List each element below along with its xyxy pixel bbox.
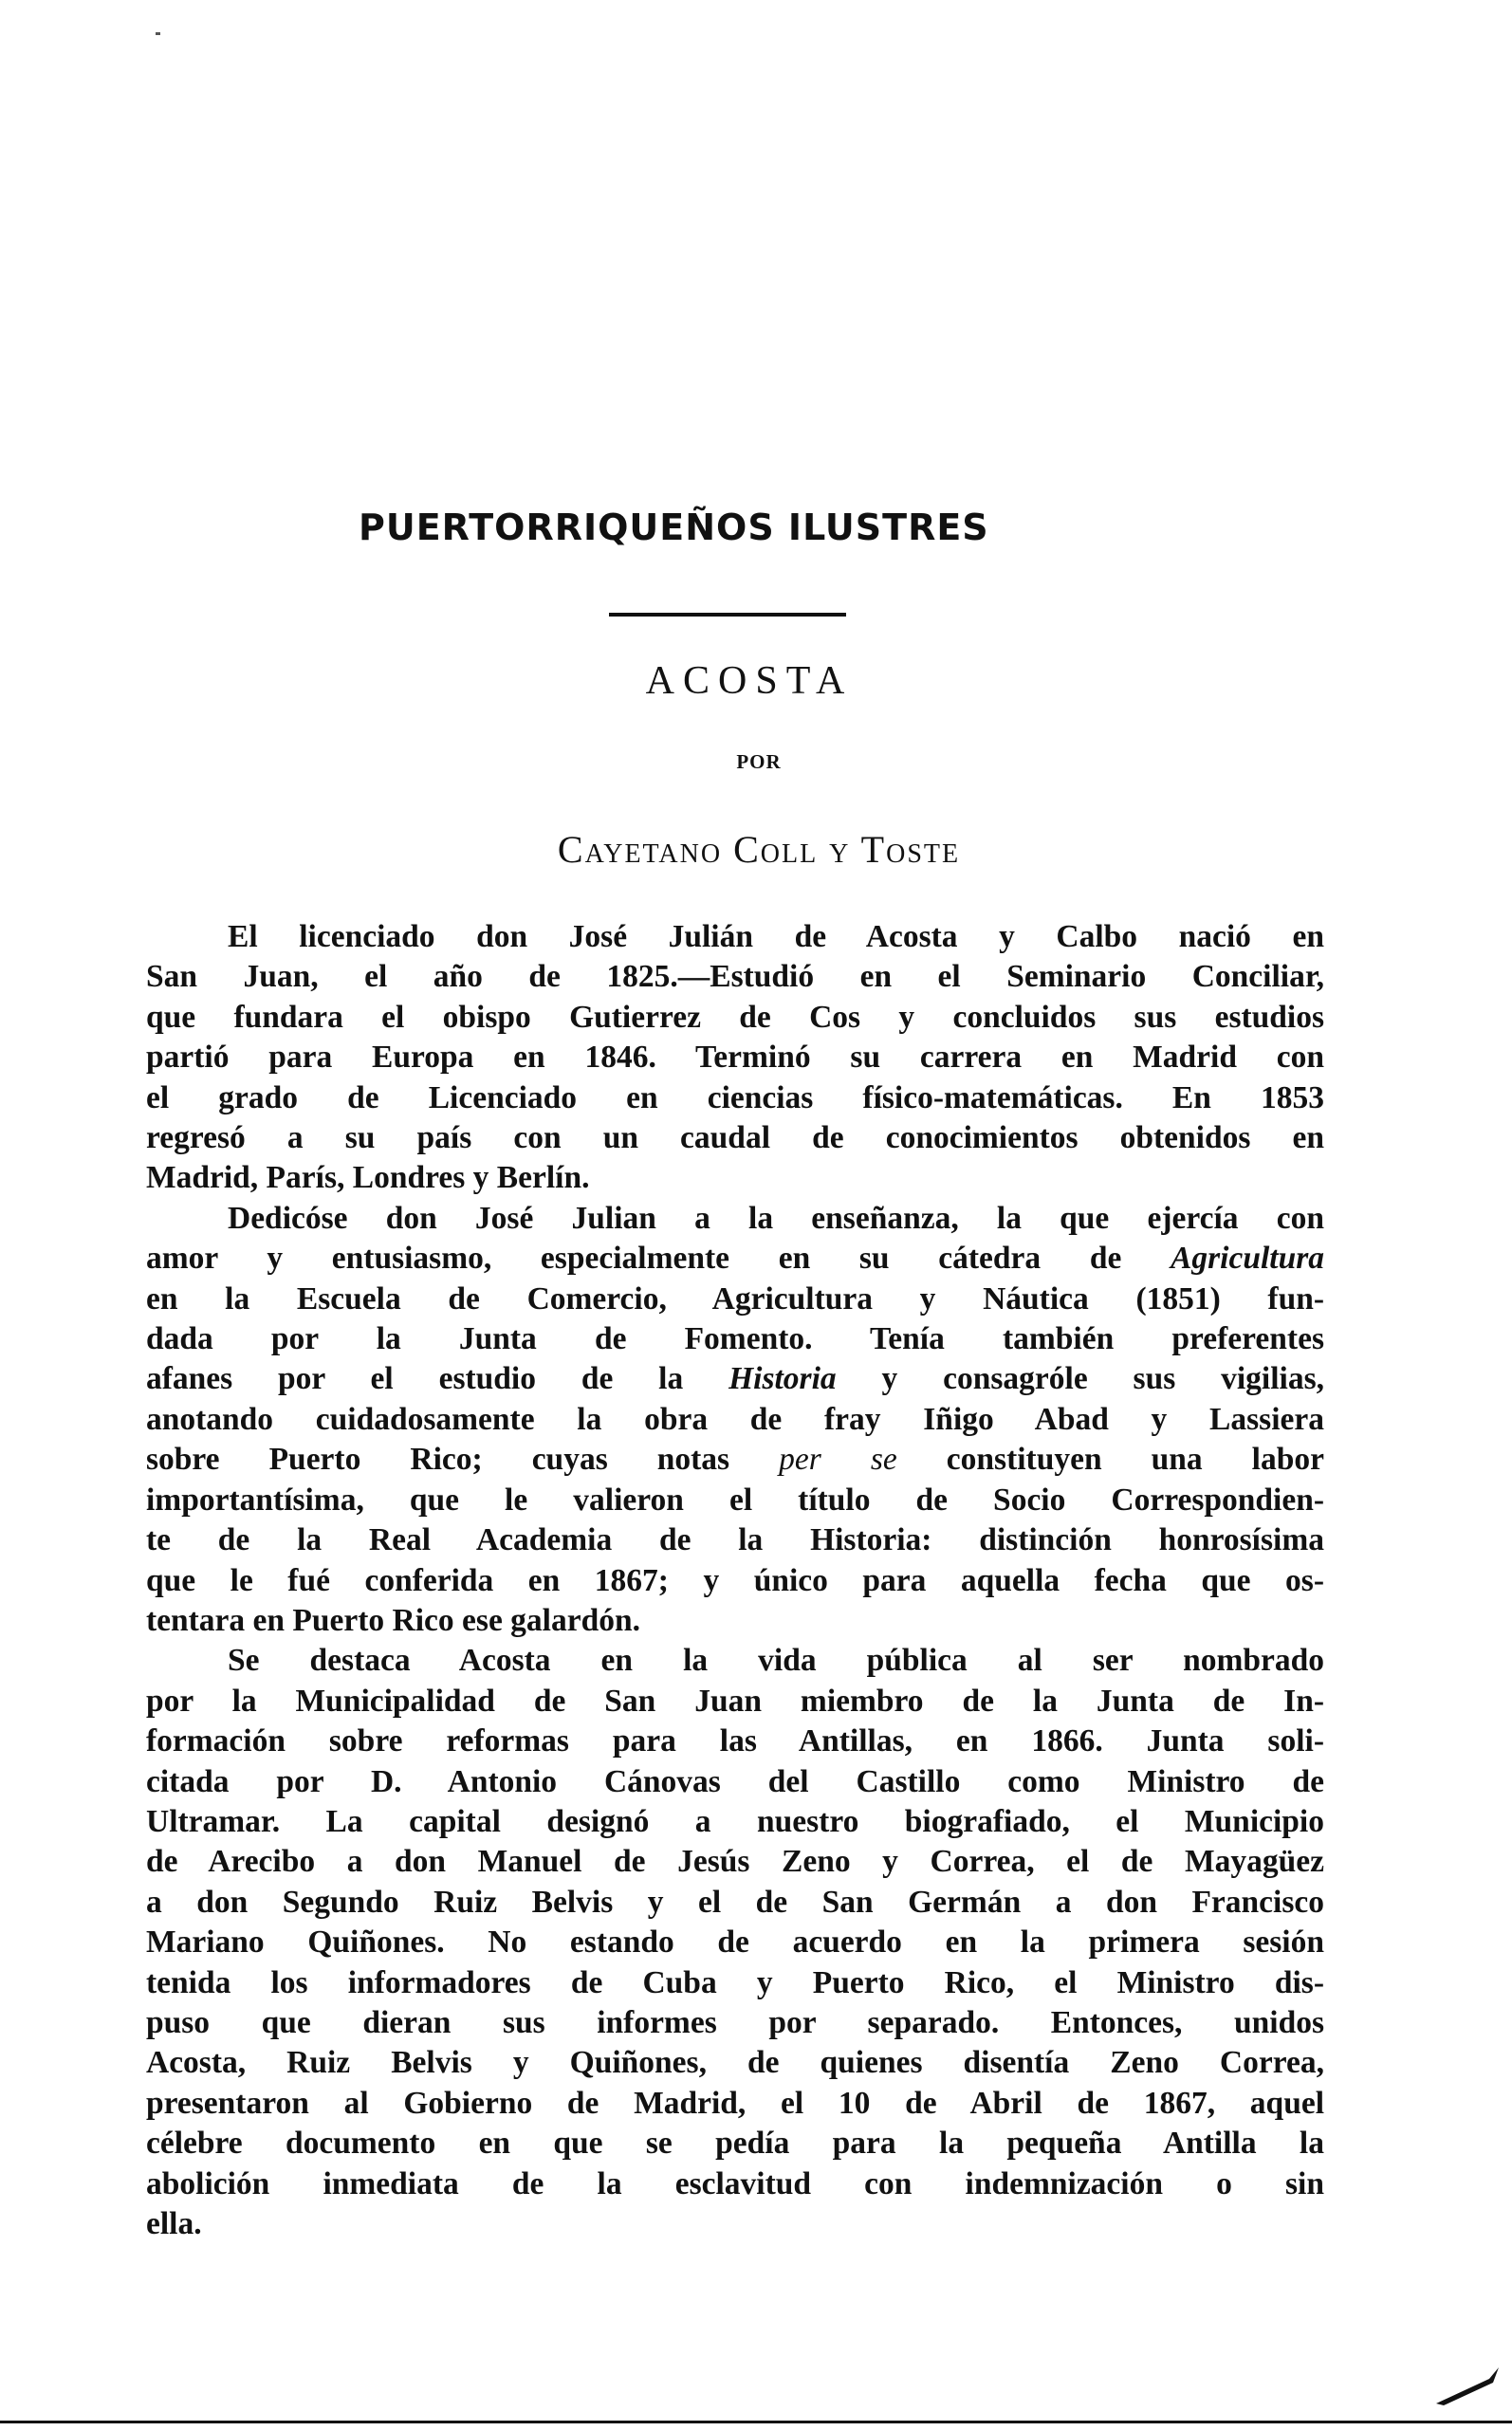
text-fragment: constituyen una labor	[896, 1442, 1324, 1478]
text-fragment: sobre Puerto Rico; cuyas notas	[146, 1442, 780, 1478]
text-line: formación sobre reformas para las Antillas, en 1866. Junta soli-	[146, 1723, 1324, 1759]
title-rule	[609, 613, 846, 617]
text-line: el grado de Licenciado en ciencias físico-matemáticas. En 1853	[146, 1079, 1324, 1115]
scan-speck	[156, 32, 160, 35]
text-line: citada por D. Antonio Cánovas del Castillo como Ministro de	[146, 1763, 1324, 1799]
emphasis-historia: Historia	[728, 1361, 837, 1397]
text-fragment: y consagróle sus vigilias,	[836, 1361, 1324, 1397]
text-line: Dedicóse don José Julian a la enseñanza, la que ejercía con	[228, 1200, 1324, 1236]
text-fragment: afanes por el estudio de la	[146, 1361, 729, 1397]
text-line: por la Municipalidad de San Juan miembro de la Junta de In-	[146, 1683, 1324, 1719]
paragraph-2	[146, 1199, 1324, 1641]
text-fragment: amor y entusiasmo, especialmente en su cátedra de	[146, 1241, 1171, 1277]
text-line: que fundara el obispo Gutierrez de Cos y concluidos sus estudios	[146, 999, 1324, 1035]
text-line: te de la Real Academia de la Historia: distinción honrosísima	[146, 1522, 1324, 1558]
text-line: a don Segundo Ruiz Belvis y el de San Germán a don Francisco	[146, 1884, 1324, 1920]
emphasis-agricultura: Agricultura	[1171, 1241, 1324, 1277]
text-line	[146, 1359, 1324, 1399]
byline-prefix: POR	[736, 750, 782, 773]
text-line: dada por la Junta de Fomento. Tenía también preferentes	[146, 1321, 1324, 1357]
text-line: abolición inmediata de la esclavitud con indemnización o sin	[146, 2165, 1324, 2201]
text-line: partió para Europa en 1846. Terminó su carrera en Madrid con	[146, 1040, 1324, 1076]
latin-per-se: per se	[779, 1442, 897, 1478]
article-body	[146, 917, 1324, 2283]
scan-pen-stroke	[1434, 2360, 1501, 2407]
text-line: ella.	[146, 2206, 202, 2241]
text-line: Mariano Quiñones. No estando de acuerdo en la primera sesión	[146, 1925, 1324, 1961]
text-line: que le fué conferida en 1867; y único para aquella fecha que os-	[146, 1562, 1324, 1598]
text-line: regresó a su país con un caudal de conocimientos obtenidos en	[146, 1120, 1324, 1156]
text-line: puso que dieran sus informes por separado. Entonces, unidos	[146, 2004, 1324, 2040]
text-line: de Arecibo a don Manuel de Jesús Zeno y Correa, el de Mayagüez	[146, 1844, 1324, 1880]
text-line: en la Escuela de Comercio, Agricultura y Náutica (1851) fun-	[146, 1280, 1324, 1317]
text-line: Se destaca Acosta en la vida pública al ser nombrado	[228, 1643, 1324, 1679]
scan-bottom-edge	[0, 2421, 1512, 2423]
section-title: PUERTORRIQUEÑOS ILUSTRES	[359, 506, 989, 548]
paragraph-3	[146, 1641, 1324, 2244]
text-line: tentara en Puerto Rico ese galardón.	[146, 1602, 641, 1638]
text-line: tenida los informadores de Cuba y Puerto Rico, el Ministro dis-	[146, 1964, 1324, 2000]
paragraph-1	[146, 917, 1324, 1199]
author-name: Cayetano Coll y Toste	[557, 828, 961, 871]
text-line	[146, 1440, 1324, 1480]
text-line: presentaron al Gobierno de Madrid, el 10 de Abril de 1867, aquel	[146, 2085, 1324, 2121]
text-line: Madrid, París, Londres y Berlín.	[146, 1160, 590, 1196]
text-line	[146, 1239, 1324, 1279]
text-line: Acosta, Ruiz Belvis y Quiñones, de quienes disentía Zeno Correa,	[146, 2045, 1324, 2081]
text-line: anotando cuidadosamente la obra de fray Iñigo Abad y Lassiera	[146, 1401, 1324, 1437]
text-line: Ultramar. La capital designó a nuestro biografiado, el Municipio	[146, 1803, 1324, 1839]
text-line: El licenciado don José Julián de Acosta y Calbo nació en	[228, 919, 1324, 954]
text-line: célebre documento en que se pedía para la pequeña Antilla la	[146, 2126, 1324, 2162]
text-line: importantísima, que le valieron el título de Socio Correspondien-	[146, 1482, 1324, 1518]
text-line: San Juan, el año de 1825.—Estudió en el Seminario Conciliar,	[146, 959, 1324, 995]
article-title: ACOSTA	[645, 659, 854, 703]
